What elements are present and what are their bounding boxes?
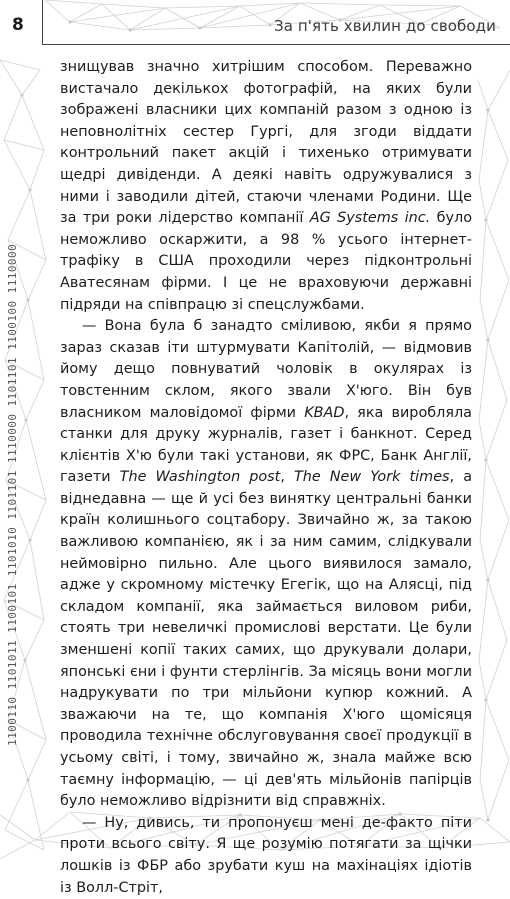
margin-binary-code — [3, 134, 23, 746]
margin-binary-text: 1100110 1101011 1100101 1101010 1101101 1110000 1101101 1100100 1110000 — [6, 243, 19, 746]
text-run: знищував значно хитрішим способом. Переважно вистачало декількох фотографій, на яких були зображені власники цих компаній разом з одною із неповнолітніх сестер Гургі, для згоди віддати контрольний пакет акцій і тихенько отримувати щедрі дивіденди. А деякі навіть одружувалися з ними і заводили дітей, стаючи членами Родини. Ще за три роки лідерство компанії — [60, 59, 472, 227]
page-header — [0, 0, 510, 46]
text-run: було неможливо оскаржити, а 98 % усього інтернет-трафіку в США проходили через підконтрольні Аватесянам фірми. І це не враховуючи державні підряди на співпрацю зі спецслужбами. — [60, 210, 472, 313]
text-run: — Ну, дивись, ти пропонуєш мені де-факто піти проти всього світу. Я ще розумію потягати за щічки лошків із ФБР або зрубати куш на махінаціях ідіотів із Волл-Стріт, — [60, 814, 472, 896]
italic-run: AG Systems inc. — [309, 210, 431, 227]
running-head-title: За п'ять хвилин до свободи — [274, 17, 496, 35]
header-rule — [42, 44, 510, 45]
text-run: , яка виробляла станки для друку журналів, газет і банкнот. Серед клієнтів Х'ю були такі установи, як ФРС, Банк Англії, газети — [60, 404, 472, 486]
text-run: , а віднедавна — ще й усі без винятку центральні банки країн колишнього соцтабору. Звичайно ж, за такою важливою компанією, як і за ним самим, слідкували неймовірно пильно. Але цього виявилося замало, адже у скромному містечку Егегік, що на Алясці, під складом компанії, яка займається виловом риби, стоять три невеличкі промислові верстати. Це були зменшені копії таких самих, що друкували долари, японські єни і фунти стерлінгів. За місяць вони могли надрукувати по три мільйони купюр кожний. А зважаючи на те, що компанія Х'юго щомісяця проводила технічне обслуговування своєї продукції в усьому світі, і тому, звичайно ж, знала майже всю таємну інформацію, — ці дев'ять мільйонів папірців було неможливо відрізнити від справжніх. — [60, 469, 473, 810]
text-run: , — [280, 469, 294, 486]
paragraph — [60, 813, 472, 899]
italic-run: KBAD — [304, 404, 345, 421]
italic-run: The New York times — [293, 469, 450, 486]
page-number: 8 — [12, 15, 24, 35]
body-text — [60, 57, 472, 899]
text-run: — Вона була б занадто сміливою, якби я прямо зараз сказав іти штурмувати Капітолій, — відмовив йому дещо повнуватий чоловік в окулярах із товстенним склом, якого звали Х'юго. Він був власником маловідомої фірми — [60, 318, 472, 421]
paragraph — [60, 316, 472, 813]
paragraph — [60, 57, 472, 316]
italic-run: The Washington post — [119, 469, 281, 486]
header-separator — [42, 0, 43, 45]
